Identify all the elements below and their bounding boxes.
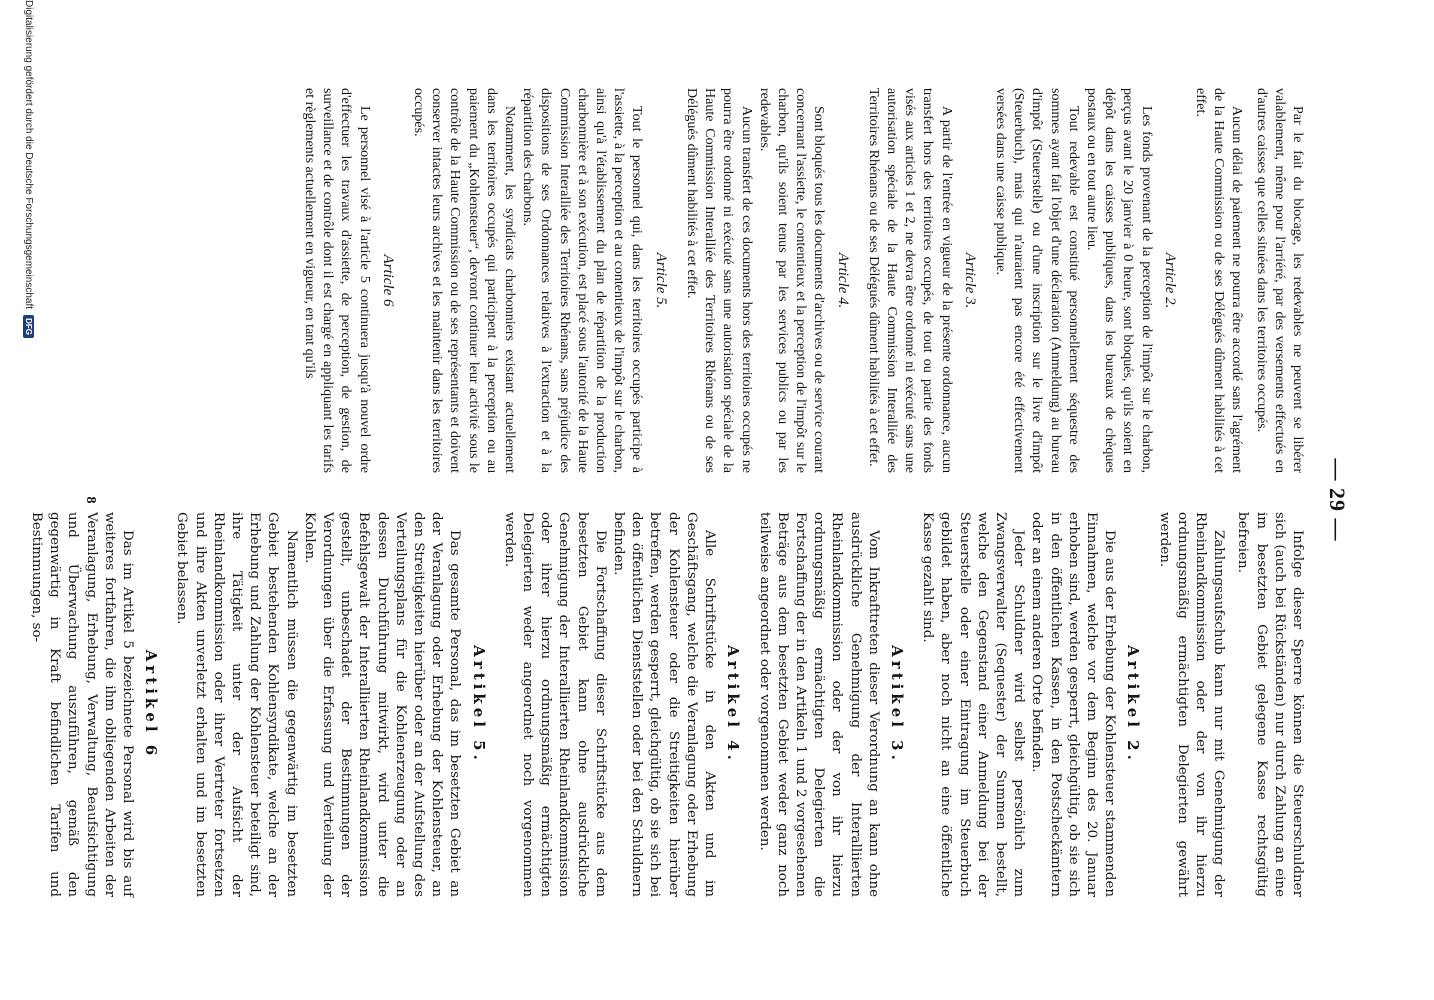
paragraph: Notamment, les syndicats charbonniers existant actuellement dans les territoires occupés qui participent à la perception ou au paiement du „Kohlensteuer“, devront continuer leur activité sous le contrôle de la Haute Commission ou de ses représentants et doivent conserver intactes leurs archives et les maintenir dans les territoires occupés. bbox=[411, 88, 518, 473]
article-heading: Artikel 2. bbox=[1124, 645, 1143, 764]
article-heading: Article 4. bbox=[834, 252, 851, 309]
paragraph: Die aus der Erhebung der Kohlensteuer stammenden Einnahmen, welche vor dem Beginn des 20. Januar erhoben sind, werden gesperrt, gleichgültig, ob sie sich in den öffentlichen Kassen, in den Postscheckämtern oder an einem anderen Orte befinden. bbox=[1029, 512, 1118, 897]
paragraph: Zahlungsaufschub kann nur mit Genehmigung der Rheinlandkommission oder der von ihr hierzu ordnungsmäßig ermächtigten Delegierten gewährt werden. bbox=[1156, 512, 1227, 897]
article-heading: Article 3. bbox=[961, 252, 978, 309]
paragraph: Die Fortschaffung dieser Schriftstücke aus dem besetzten Gebiet kann ohne ausdrückliche Genehmigung der Interalliierten Rheinlandkommission oder ihrer hierzu ordnungsmäßig ermächtigten Delegierten weder angeordnet noch vorgenommen werden. bbox=[501, 512, 608, 897]
paragraph: Das gesamte Personal, das im besetzten Gebiet an der Veranlagung oder Erhebung der Kohlensteuer, an den Streitigkeiten hierüber oder an der Aufstellung des Verteilungsplans für die Kohlenerzeugung oder an dessen Durchführung mitwirkt, wird unter die Befehlsgewalt der Interalliierten Rheinlandkommission gestellt, unbeschadet der Bestimmungen der Verordnungen über die Erfassung und Verteilung der Kohlen. bbox=[301, 512, 463, 897]
paragraph: Infolge dieser Sperre können die Steuerschuldner sich (auch bei Rückständen) nur durch Zahlung an eine im besetzten Gebiet gelegene Kasse rechtsgültig befreien. bbox=[1235, 512, 1305, 897]
article-heading: Article 6 bbox=[379, 254, 396, 307]
paragraph: Alle Schriftstücke in den Akten und im Geschäftsgang, welche die Veranlagung oder Erhebung der Kohlensteuer oder die Streitigkeiten hierüber betreffen, werden gesperrt, gleichgültig, ob sie sich bei den öffentlichen Dienststellen oder bei den Schuldnern befinden. bbox=[611, 512, 718, 897]
article-heading: Artikel 6 bbox=[142, 649, 161, 760]
paragraph: Les fonds provenant de la perception de l'impôt sur le charbon, perçus avant le 20 janvier à 0 heure, sont bloqués, qu'ils soient en dépôt dans les caisses publiques, dans les bureaux de chèques postaux ou en tout autre lieu. bbox=[1083, 88, 1154, 473]
paragraph: Le personnel visé à l'article 5 continuera jusqu'à nouvel ordre d'effectuer les travaux d'assiette, de perception, de gestion, de surveillance et de contrôle dont il est chargé en appliquant les tarifs et règlements actuellement en vigueur, en tant qu'ils bbox=[302, 88, 372, 473]
paragraph: A partir de l'entrée en vigueur de la présente ordonnance, aucun transfert hors des territoires occupés, de tout ou partie des fonds visés aux articles 1 et 2, ne devra être ordonné ni exécuté sans une autorisation spéciale de la Haute Commission Interalliée des Territoires Rhénans ou de ses Délégués dûment habilités à cet effet. bbox=[865, 88, 954, 473]
article-heading: Artikel 5. bbox=[469, 645, 488, 764]
sheet-signature: 8 bbox=[83, 496, 98, 504]
dfg-logo: DFG bbox=[23, 315, 34, 338]
paragraph: Jeder Schuldner wird selbst persönlich zum Zwangsverwalter (Sequester) der Summen bestellt, welche den Gegenstand einer Anmeldung bei der Steuerstelle oder einer Eintragung im Steuerbuch gebildet haben, aber noch nicht an eine öffentliche Kasse gezahlt sind. bbox=[920, 512, 1027, 897]
paragraph: Par le fait du blocage, les redevables ne peuvent se libérer valablement, même pour l'arriéré, par des versements effectués en d'autres caisses que celles situées dans les territoires occupés. bbox=[1253, 88, 1305, 473]
paragraph: Namentlich müssen die gegenwärtig im besetzten Gebiet bestehenden Kohlensyndikate, welche an der Erhebung und Zahlung der Kohlensteuer beteiligt sind, ihre Tätigkeit unter der Aufsicht der Rheinlandkommission oder ihrer Vertreter fortsetzen und ihre Akten unverletzt erhalten und im besetzten Gebiet belassen. bbox=[174, 512, 299, 897]
page-number: — 29 — bbox=[1325, 458, 1350, 542]
paragraph: Das im Artikel 5 bezeichnete Personal wird bis auf weiteres fortfahren, die ihm obliegenden Arbeiten der Veranlagung, Erhebung, Verwaltung, Beaufsichtigung und Überwachung auszuführen, gemäß den gegenwärtig in Kraft befindlichen Tarifen und Bestimmungen, so- bbox=[29, 512, 136, 897]
digitization-footer bbox=[23, 0, 34, 1000]
paragraph: Aucun délai de paiement ne pourra être accordé sans l'agrément de la Haute Commission ou de ses Délégués dûment habilités à cet effet. bbox=[1192, 88, 1245, 473]
article-heading: Artikel 3. bbox=[887, 645, 906, 764]
paragraph: Sont bloqués tous les documents d'archives ou de service courant concernant l'assiette, le contentieux et la perception de l'impôt sur le charbon, qu'ils soient tenus par les services publics ou par les redevables. bbox=[756, 88, 827, 473]
paragraph: Tout le personnel qui, dans les territoires occupés participe à l'assiette, à la perception et au contentieux de l'impôt sur le charbon, ainsi qu'à l'établissement du plan de répartition de la production charbonnière et à son exécution, est placé sous l'autorité de la Haute Commission Interalliée des Territoires Rhénans, sans préjudice des dispositions de ses Ordonnances relatives à l'extraction et à la répartition des charbons. bbox=[520, 88, 645, 473]
footer-credit: Digitalisierung gefördert durch die Deutsche Forschungsgemeinschaft bbox=[23, 0, 34, 310]
article-heading: Artikel 4. bbox=[724, 645, 743, 764]
german-column bbox=[27, 512, 1306, 897]
paragraph: Vom Inkrafttreten dieser Verordnung an kann ohne ausdrückliche Genehmigung der Interalliierten Rheinlandkommission oder der von ihr hierzu ordnungsmäßig ermächtigten Delegierten die Fortschaffung der in den Artikeln 1 und 2 vorgesehenen Beträge aus dem besetzten Gebiet weder ganz noch teilweise angeordnet oder vorgenommen werden. bbox=[756, 512, 881, 897]
french-column bbox=[300, 88, 1306, 473]
article-heading: Article 2. bbox=[1161, 252, 1178, 309]
paragraph: Aucun transfert de ces documents hors des territoires occupés ne pourra être ordonné ni exécuté sans une autorisation spéciale de la Haute Commission Interalliée des Territoires Rhénans ou de ses Délégués dûment habilités à cet effet. bbox=[683, 88, 754, 473]
paragraph: Tout redevable est constitué personnellement séquestre des sommes ayant fait l'objet d'une déclaration (Anmeldung) au bureau d'impôt (Steuerstelle) ou d'une inscription sur le livre d'impôt (Steuerbuch), mais qui n'auraient pas encore été effectivement versées dans une caisse publique. bbox=[992, 88, 1081, 473]
article-heading: Article 5. bbox=[652, 252, 669, 309]
